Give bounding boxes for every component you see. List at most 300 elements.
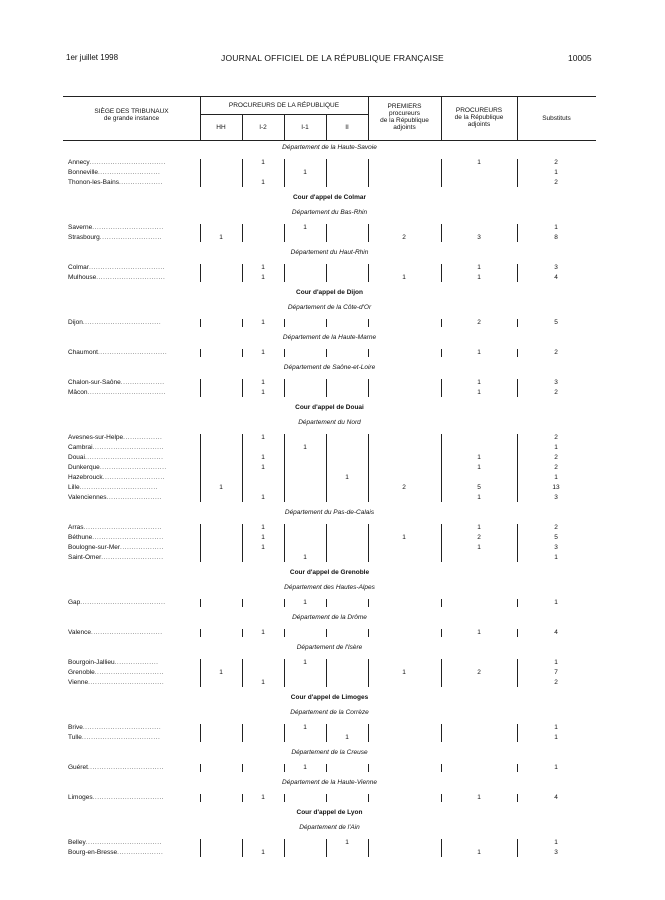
row-name	[68, 178, 163, 188]
cell-adj: 1	[477, 849, 481, 856]
cell-sub: 1	[554, 169, 558, 176]
cell-ii: 1	[345, 734, 349, 741]
col-divider	[517, 349, 518, 357]
cell-sub: 2	[554, 349, 558, 356]
leader-dots: ..............................	[98, 349, 168, 356]
col-divider	[441, 524, 442, 562]
cell-adj: 1	[477, 794, 481, 801]
leader-dots: ...............................	[91, 629, 163, 636]
cell-sub: 8	[554, 234, 558, 241]
leader-dots: ..................................	[82, 319, 162, 326]
col-divider	[368, 794, 369, 802]
leader-dots: ...........................	[99, 234, 163, 241]
cell-hh: 1	[219, 484, 223, 491]
tribunal-name: Guéret	[68, 764, 88, 771]
department-heading: Département de la Drôme	[292, 614, 367, 621]
header-premiers-line: PREMIERS	[387, 103, 422, 110]
col-divider	[326, 724, 327, 742]
cell-i2: 1	[261, 794, 265, 801]
tribunal-name: Mulhouse	[68, 274, 97, 281]
col-divider	[200, 794, 201, 802]
row-name	[68, 473, 165, 483]
col-divider	[517, 599, 518, 607]
leader-dots: ..............................	[96, 274, 166, 281]
col-divider	[326, 434, 327, 502]
cell-adj: 1	[477, 524, 481, 531]
col-divider	[326, 319, 327, 327]
publication-date: 1er juillet 1998	[66, 53, 119, 62]
court-heading: Cour d'appel de Colmar	[292, 194, 367, 201]
header-i1: I-1	[301, 124, 309, 131]
header-ii: II	[345, 124, 349, 131]
col-divider	[284, 434, 285, 502]
col-divider	[368, 319, 369, 327]
cell-sub: 2	[554, 389, 558, 396]
department-heading: Département de la Creuse	[291, 749, 368, 756]
col-divider	[242, 524, 243, 562]
tribunal-name: Limoges	[68, 794, 93, 801]
col-divider	[242, 159, 243, 187]
row-name	[68, 443, 164, 453]
tribunal-name: Dunkerque	[68, 464, 100, 471]
cell-adj: 1	[477, 454, 481, 461]
col-divider	[517, 159, 518, 187]
row-name	[68, 318, 161, 328]
cell-adj: 3	[477, 234, 481, 241]
col-divider	[326, 629, 327, 637]
col-divider	[368, 724, 369, 742]
col-divider	[242, 319, 243, 327]
tribunal-name: Bonneville	[68, 169, 98, 176]
col-divider	[284, 794, 285, 802]
leader-dots: ....................	[117, 849, 164, 856]
col-divider	[284, 724, 285, 742]
cell-pr: 1	[402, 534, 406, 541]
col-divider	[368, 349, 369, 357]
leader-dots: ...............................	[92, 224, 164, 231]
cell-i1: 1	[303, 764, 307, 771]
leader-dots: ...............................	[92, 534, 164, 541]
magistrates-table	[63, 96, 596, 874]
cell-ii: 1	[345, 839, 349, 846]
tribunal-name: Colmar	[68, 264, 89, 271]
header-premiers-line: adjoints	[393, 124, 416, 131]
cell-adj: 1	[477, 264, 481, 271]
tribunal-name: Strasbourg	[68, 234, 100, 241]
col-divider	[368, 764, 369, 772]
cell-sub: 3	[554, 849, 558, 856]
col-divider	[517, 794, 518, 802]
col-divider	[242, 599, 243, 607]
col-divider	[368, 839, 369, 857]
cell-i2: 1	[261, 389, 265, 396]
row-name	[68, 678, 164, 688]
tribunal-name: Dijon	[68, 319, 83, 326]
cell-adj: 5	[477, 484, 481, 491]
col-divider	[517, 659, 518, 687]
tribunal-name: Belley	[68, 839, 86, 846]
header-siege-subtitle: de grande instance	[103, 115, 160, 122]
cell-adj: 1	[477, 379, 481, 386]
col-divider	[242, 724, 243, 742]
row-name	[68, 378, 165, 388]
col-divider	[326, 349, 327, 357]
cell-sub: 7	[554, 669, 558, 676]
cell-i2: 1	[261, 434, 265, 441]
cell-adj: 2	[477, 534, 481, 541]
header-adjoints-line: adjoints	[467, 121, 491, 128]
page-number: 10005	[568, 53, 592, 63]
col-divider	[326, 839, 327, 857]
leader-dots: ..............................	[94, 669, 164, 676]
header-siege	[63, 108, 200, 122]
col-divider	[284, 764, 285, 772]
col-divider	[517, 264, 518, 282]
col-divider	[284, 349, 285, 357]
department-heading: Département de la Côte-d'Or	[287, 304, 372, 311]
cell-sub: 1	[554, 764, 558, 771]
header-premiers	[368, 103, 441, 131]
col-divider	[200, 724, 201, 742]
leader-dots: ........................	[106, 494, 162, 501]
col-divider	[200, 264, 201, 282]
leader-dots: ..................................	[84, 454, 164, 461]
col-divider	[441, 379, 442, 397]
col-divider	[441, 724, 442, 742]
leader-dots: .................................	[88, 679, 165, 686]
cell-sub: 2	[554, 679, 558, 686]
leader-dots: ..................................	[82, 724, 162, 731]
col-divider	[284, 599, 285, 607]
row-name	[68, 763, 164, 773]
col-divider	[368, 659, 369, 687]
col-divider	[326, 224, 327, 242]
header-procureurs: PROCUREURS DE LA RÉPUBLIQUE	[228, 102, 340, 109]
cell-i2: 1	[261, 629, 265, 636]
tribunal-name: Lille	[68, 484, 80, 491]
col-divider	[517, 839, 518, 857]
row-name	[68, 348, 167, 358]
leader-dots: .................................	[88, 264, 166, 271]
cell-sub: 5	[554, 319, 558, 326]
leader-dots: .................................	[87, 764, 164, 771]
row-name	[68, 453, 163, 463]
tribunal-name: Béthune	[68, 534, 93, 541]
tribunal-name: Tulle	[68, 734, 82, 741]
cell-adj: 2	[477, 669, 481, 676]
department-heading: Département de la Corrèze	[290, 709, 369, 716]
col-divider	[284, 264, 285, 282]
tribunal-name: Hazebrouck	[68, 474, 103, 481]
row-name	[68, 463, 167, 473]
col-divider	[200, 599, 201, 607]
leader-dots: ...................	[118, 179, 163, 186]
cell-adj: 1	[477, 389, 481, 396]
tribunal-name: Bourgoin-Jallieu	[68, 659, 115, 666]
cell-sub: 1	[554, 724, 558, 731]
cell-sub: 2	[554, 179, 558, 186]
department-heading: Département du Nord	[298, 419, 361, 426]
col-divider	[284, 524, 285, 562]
row-name	[68, 158, 166, 168]
cell-sub: 1	[554, 839, 558, 846]
col-divider	[326, 659, 327, 687]
leader-dots: ..................................	[81, 734, 161, 741]
department-heading: Département du Haut-Rhin	[290, 249, 369, 256]
col-divider	[517, 224, 518, 242]
cell-i2: 1	[261, 319, 265, 326]
leader-dots: .....................................	[80, 599, 166, 606]
tribunal-name: Brive	[68, 724, 83, 731]
leader-dots: .................	[123, 434, 163, 441]
cell-pr: 2	[402, 484, 406, 491]
col-divider	[284, 839, 285, 857]
col-divider	[517, 524, 518, 562]
col-divider	[517, 379, 518, 397]
row-name	[68, 598, 166, 608]
cell-i2: 1	[261, 524, 265, 531]
court-heading: Cour d'appel de Lyon	[296, 809, 363, 816]
cell-pr: 2	[402, 234, 406, 241]
col-divider	[200, 659, 201, 687]
col-divider	[242, 224, 243, 242]
leader-dots: ..................................	[79, 484, 158, 491]
cell-sub: 1	[554, 224, 558, 231]
row-name	[68, 168, 160, 178]
col-divider	[200, 839, 201, 857]
cell-hh: 1	[219, 234, 223, 241]
cell-adj: 1	[477, 159, 481, 166]
tribunal-name: Cambrai	[68, 444, 93, 451]
cell-i1: 1	[303, 599, 307, 606]
col-divider	[368, 264, 369, 282]
header-premiers-line: de la République	[380, 117, 429, 124]
cell-i2: 1	[261, 264, 265, 271]
cell-adj: 1	[477, 629, 481, 636]
row-name	[68, 658, 158, 668]
cell-sub: 13	[552, 484, 560, 491]
cell-i2: 1	[261, 544, 265, 551]
tribunal-name: Chaumont	[68, 349, 98, 356]
leader-dots: ...........................	[102, 474, 165, 481]
header-bottom-rule	[63, 140, 596, 141]
col-divider	[200, 224, 201, 242]
row-name	[68, 793, 164, 803]
row-name	[68, 483, 158, 493]
cell-i2: 1	[261, 179, 265, 186]
col-divider	[441, 159, 442, 187]
tribunal-name: Gap	[68, 599, 81, 606]
header-adjoints-line: de la République	[454, 114, 504, 121]
leader-dots: ...................	[120, 544, 164, 551]
col-divider	[441, 659, 442, 687]
row-name	[68, 553, 164, 563]
col-divider	[368, 434, 369, 502]
col-divider	[517, 724, 518, 742]
col-divider	[368, 599, 369, 607]
col-divider	[200, 319, 201, 327]
tribunal-name: Annecy	[68, 159, 90, 166]
tribunal-name: Avesnes-sur-Helpe	[68, 434, 124, 441]
row-name	[68, 233, 162, 243]
leader-dots: ..................................	[83, 524, 162, 531]
header-substituts: Substituts	[542, 115, 571, 122]
cell-i2: 1	[261, 534, 265, 541]
col-divider	[441, 434, 442, 502]
cell-i1: 1	[303, 554, 307, 561]
tribunal-name: Mâcon	[68, 389, 88, 396]
cell-i2: 1	[261, 454, 265, 461]
cell-i2: 1	[261, 379, 265, 386]
cell-hh: 1	[219, 669, 223, 676]
journal-title: JOURNAL OFFICIEL DE LA RÉPUBLIQUE FRANÇAISE	[221, 53, 444, 63]
header-siege-title: SIÈGE DES TRIBUNAUX	[94, 108, 169, 115]
leader-dots: ...........................	[101, 554, 164, 561]
cell-i2: 1	[261, 274, 265, 281]
col-divider	[200, 349, 201, 357]
tribunal-name: Bourg-en-Bresse	[68, 849, 118, 856]
tribunal-name: Saverne	[68, 224, 93, 231]
department-heading: Département de l'Ain	[299, 824, 360, 831]
department-heading: Département de Saône-et-Loire	[283, 364, 376, 371]
cell-i1: 1	[303, 659, 307, 666]
tribunal-name: Valence	[68, 629, 92, 636]
row-name	[68, 433, 162, 443]
cell-ii: 1	[345, 474, 349, 481]
col-divider	[284, 159, 285, 187]
cell-adj: 1	[477, 494, 481, 501]
col-divider	[200, 159, 201, 187]
department-heading: Département de la Haute-Vienne	[282, 779, 377, 786]
col-divider	[441, 224, 442, 242]
cell-sub: 2	[554, 159, 558, 166]
header-adjoints	[441, 107, 517, 128]
row-name	[68, 223, 164, 233]
department-heading: Département des Hautes-Alpes	[284, 584, 375, 591]
col-divider	[242, 349, 243, 357]
row-name	[68, 543, 164, 553]
col-divider	[517, 319, 518, 327]
col-divider	[326, 599, 327, 607]
col-divider	[242, 264, 243, 282]
col-divider	[242, 659, 243, 687]
row-name	[68, 733, 160, 743]
row-name	[68, 523, 162, 533]
department-heading: Département de la Haute-Savoie	[282, 144, 377, 151]
cell-i2: 1	[261, 679, 265, 686]
col-divider	[441, 599, 442, 607]
cell-sub: 3	[554, 544, 558, 551]
col-divider	[517, 764, 518, 772]
cell-i2: 1	[261, 494, 265, 501]
leader-dots: .................................	[89, 159, 166, 166]
row-name	[68, 273, 165, 283]
col-divider	[326, 794, 327, 802]
cell-adj: 2	[477, 319, 481, 326]
cell-sub: 4	[554, 629, 558, 636]
tribunal-name: Saint-Omer	[68, 554, 102, 561]
col-divider	[441, 839, 442, 857]
row-name	[68, 668, 164, 678]
col-divider	[242, 629, 243, 637]
row-name	[68, 628, 163, 638]
row-name	[68, 263, 165, 273]
cell-sub: 1	[554, 474, 558, 481]
col-divider	[326, 159, 327, 187]
col-divider	[200, 524, 201, 562]
tribunal-name: Douai	[68, 454, 85, 461]
cell-sub: 3	[554, 264, 558, 271]
col-divider	[242, 839, 243, 857]
col-divider	[368, 629, 369, 637]
cell-pr: 1	[402, 669, 406, 676]
cell-sub: 1	[554, 444, 558, 451]
cell-sub: 2	[554, 454, 558, 461]
court-heading: Cour d'appel de Limoges	[290, 694, 369, 701]
row-name	[68, 493, 162, 503]
col-divider	[441, 319, 442, 327]
cell-i2: 1	[261, 159, 265, 166]
row-name	[68, 723, 161, 733]
leader-dots: ...............................	[92, 794, 165, 801]
cell-sub: 2	[554, 464, 558, 471]
court-heading: Cour d'appel de Douai	[295, 404, 364, 411]
leader-dots: ...........................	[98, 169, 161, 176]
cell-sub: 4	[554, 794, 558, 801]
cell-i1: 1	[303, 444, 307, 451]
col-divider	[326, 524, 327, 562]
department-heading: Département de l'Isère	[296, 644, 363, 651]
col-divider	[326, 264, 327, 282]
cell-sub: 5	[554, 534, 558, 541]
cell-sub: 1	[554, 554, 558, 561]
col-divider	[517, 629, 518, 637]
department-heading: Département de la Haute-Marne	[282, 334, 377, 341]
page-header	[0, 53, 665, 67]
tribunal-name: Chalon-sur-Saône	[68, 379, 121, 386]
col-divider	[326, 379, 327, 397]
cell-sub: 1	[554, 659, 558, 666]
department-heading: Département du Bas-Rhin	[291, 209, 368, 216]
col-divider	[242, 764, 243, 772]
col-divider	[284, 224, 285, 242]
tribunal-name: Grenoble	[68, 669, 95, 676]
cell-adj: 1	[477, 274, 481, 281]
header-i2: I-2	[259, 124, 267, 131]
row-name	[68, 388, 166, 398]
court-heading: Cour d'appel de Grenoble	[289, 569, 370, 576]
tribunal-name: Vienne	[68, 679, 89, 686]
cell-pr: 1	[402, 274, 406, 281]
tribunal-name: Arras	[68, 524, 84, 531]
cell-i1: 1	[303, 724, 307, 731]
col-divider	[284, 629, 285, 637]
row-name	[68, 838, 162, 848]
tribunal-name: Valenciennes	[68, 494, 107, 501]
cell-sub: 1	[554, 599, 558, 606]
col-divider	[441, 264, 442, 282]
leader-dots: .............................	[99, 464, 167, 471]
header-adjoints-line: PROCUREURS	[455, 107, 503, 114]
cell-adj: 1	[477, 544, 481, 551]
col-divider	[368, 524, 369, 562]
leader-dots: ..................................	[87, 389, 166, 396]
cell-i2: 1	[261, 464, 265, 471]
cell-adj: 1	[477, 349, 481, 356]
court-heading: Cour d'appel de Dijon	[296, 289, 363, 296]
cell-sub: 3	[554, 379, 558, 386]
col-divider	[200, 764, 201, 772]
